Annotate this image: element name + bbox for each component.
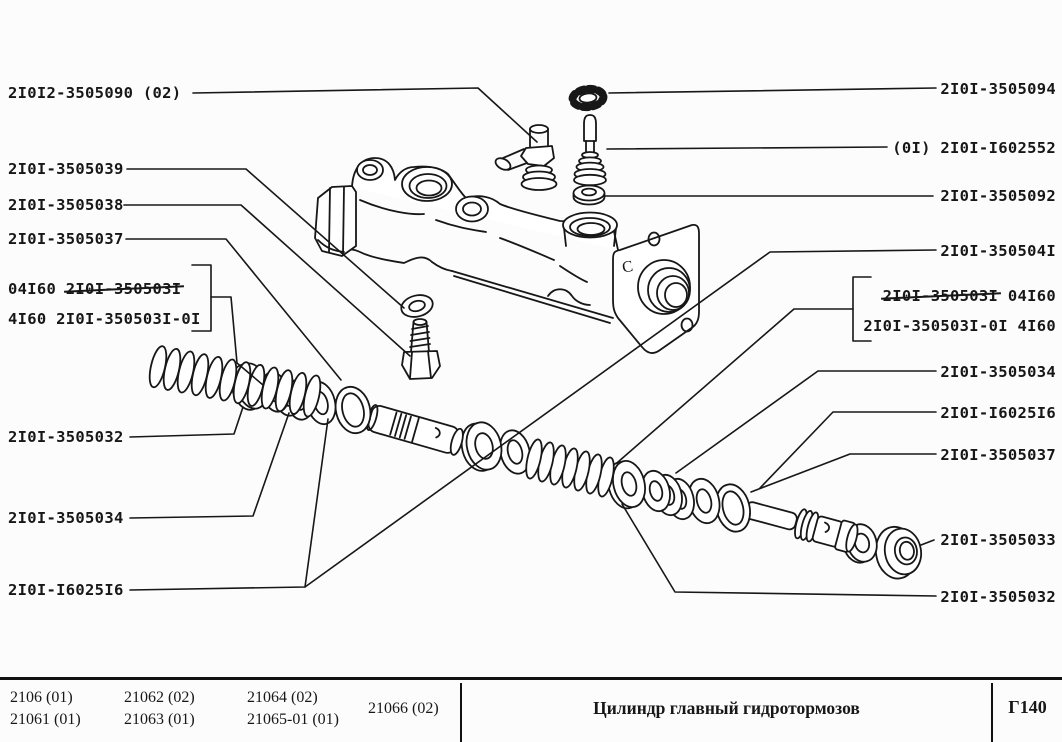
part-label: 4I60 2I0I-350503I-0I: [8, 310, 201, 328]
model-cell: [247, 687, 339, 731]
part-label: 2I0I-3505039: [8, 160, 124, 178]
part-label: 2I0I2-3505090 (02): [8, 84, 182, 102]
part-label: 2I0I-350503I-0I 4I60: [863, 317, 1056, 335]
model-code: 21061 (01): [10, 711, 81, 728]
part-label: 2I0I-3505037: [940, 446, 1056, 464]
part-label: (0I) 2I0I-I602552: [892, 139, 1056, 157]
part-label: 2I0I-3505037: [8, 230, 124, 248]
part-label-superseded: [883, 286, 1056, 306]
part-label: 2I0I-3505033: [940, 531, 1056, 549]
label-prefix: 04I60: [8, 280, 66, 298]
part-label-superseded: [8, 279, 181, 299]
model-code: 21063 (01): [124, 711, 195, 728]
model-cell: [368, 698, 439, 720]
part-label: 2I0I-3505092: [940, 187, 1056, 205]
body-letter-mark: C: [620, 257, 635, 277]
figure-code: Г140: [1008, 697, 1047, 717]
master-cylinder-body: [315, 158, 699, 353]
end-boot: [872, 523, 925, 582]
part-label: 2I0I-I6025I6: [8, 581, 124, 599]
elbow-union-fitting: [494, 125, 557, 190]
primary-piston: [365, 403, 466, 456]
model-cell: [124, 687, 195, 731]
model-code: 2106 (01): [10, 689, 73, 706]
bleeder-valve: [574, 115, 606, 185]
part-label: 2I0I-3505038: [8, 196, 124, 214]
model-code: 21065-01 (01): [247, 711, 339, 728]
bleeder-washer: [574, 186, 605, 205]
part-label: 2I0I-3505032: [940, 588, 1056, 606]
stop-bolt-washer: [399, 292, 435, 320]
part-label: 2I0I-3505034: [8, 509, 124, 527]
model-cell: [10, 687, 81, 731]
label-struck-number: 2I0I-350503I: [65, 280, 182, 298]
star-lock-washer: [572, 87, 605, 108]
part-label: 2I0I-3505032: [8, 428, 124, 446]
stop-bolt: [402, 319, 440, 379]
part-label: 2I0I-350504I: [940, 242, 1056, 260]
seal-stack-2: [638, 468, 698, 522]
secondary-piston: [742, 495, 860, 554]
part-label: 2I0I-3505034: [940, 363, 1056, 381]
figure-title: Цилиндр главный гидротормозов: [593, 698, 860, 718]
part-label: 2I0I-3505094: [940, 80, 1056, 98]
label-suffix: 04I60: [998, 287, 1056, 305]
support-ring-1: [331, 383, 375, 437]
return-spring-1: [146, 345, 323, 418]
model-code: 21066 (02): [368, 700, 439, 717]
label-struck-number: 2I0I-350503I: [882, 287, 999, 305]
footer-table: [0, 677, 1062, 742]
model-code: 21062 (02): [124, 689, 195, 706]
part-label: 2I0I-I6025I6: [940, 404, 1056, 422]
model-code: 21064 (02): [247, 689, 318, 706]
return-spring-2: [523, 438, 617, 498]
